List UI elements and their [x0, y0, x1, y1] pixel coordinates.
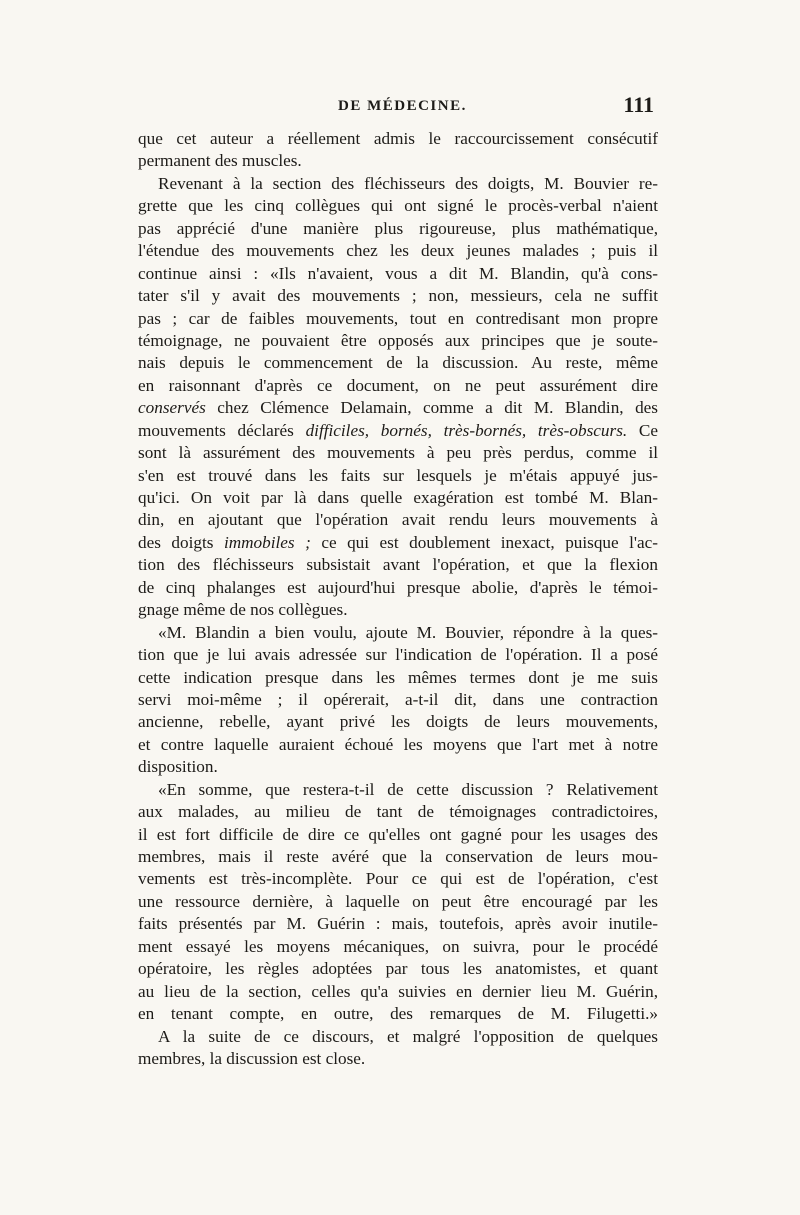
italic-text: conservés — [138, 398, 206, 418]
text-line: en tenant compte, en outre, des remarques de M. Filugetti.» — [138, 1004, 658, 1024]
running-head — [138, 92, 658, 122]
text-line: qu'ici. On voit par là dans quelle exagération est tombé M. Blan- — [138, 488, 658, 507]
text-line: opératoire, les règles adoptées par tous les anatomistes, et quant — [138, 959, 658, 979]
text-line: témoignage, ne pouvaient être opposés aux principes que je soute- — [138, 330, 658, 350]
text-line: aux malades, au milieu de tant de témoignages contradictoires, — [138, 802, 658, 822]
text-line: que cet auteur a réellement admis le raccourcissement consécutif — [138, 129, 658, 148]
text-line: ancienne, rebelle, ayant privé les doigts de leurs mouvements, — [138, 712, 658, 732]
text-segment: mouvements déclarés — [138, 420, 306, 440]
text-line: continue ainsi : «Ils n'avaient, vous a dit M. Blandin, qu'à cons- — [138, 263, 658, 283]
page-number: 111 — [623, 92, 654, 117]
text-line: il est fort difficile de dire ce qu'elles ont gagné pour les usages des — [138, 824, 658, 844]
text-line: ment essayé les moyens mécaniques, on suivra, pour le procédé — [138, 936, 658, 956]
text-line: grette que les cinq collègues qui ont signé le procès-verbal n'aient — [138, 196, 658, 216]
text-line: tion des fléchisseurs subsistait avant l'opération, et que la flexion — [138, 555, 658, 575]
italic-text: difficiles, bornés, très-bornés, très-obscurs. — [305, 420, 628, 440]
text-line: tion que je lui avais adressée sur l'indication de l'opération. Il a posé — [138, 645, 658, 665]
text-line: membres, mais il reste avéré que la conservation de leurs mou- — [138, 847, 658, 866]
text-line: Revenant à la section des fléchisseurs des doigts, M. Bouvier re- — [158, 173, 658, 193]
italic-text: immobiles ; — [223, 532, 311, 552]
text-line: sont là assurément des mouvements à peu près perdus, comme il — [138, 443, 658, 463]
text-line: s'en est trouvé dans les faits sur lesquels je m'étais appuyé jus- — [138, 465, 658, 485]
text-line: A la suite de ce discours, et malgré l'opposition de quelques — [158, 1026, 658, 1046]
text-segment: Ce — [627, 420, 658, 440]
text-segment: ce qui est doublement inexact, puisque l'ac- — [310, 532, 658, 552]
text-line: gnage même de nos collègues. — [138, 600, 348, 620]
text-line: de cinq phalanges est aujourd'hui presque abolie, d'après le témoi- — [138, 577, 658, 597]
text-segment: des doigts — [138, 532, 224, 552]
text-line: «M. Blandin a bien voulu, ajoute M. Bouvier, répondre à la ques- — [158, 622, 658, 642]
text-line: «En somme, que restera-t-il de cette discussion ? Relativement — [158, 779, 658, 799]
text-line: l'étendue des mouvements chez les deux jeunes malades ; puis il — [138, 241, 658, 261]
text-line: permanent des muscles. — [138, 151, 302, 171]
text-line: au lieu de la section, celles qu'a suivies en dernier lieu M. Guérin, — [138, 981, 658, 1001]
text-segment: chez Clémence Delamain, comme a dit M. Blandin, des — [205, 398, 658, 418]
text-line: servi moi-même ; il opérerait, a-t-il dit, dans une contraction — [138, 689, 658, 709]
running-head-title: DE MÉDECINE. — [338, 98, 467, 114]
text-line: tater s'il y avait des mouvements ; non, messieurs, cela ne suffit — [138, 286, 658, 306]
text-line: vements est très-incomplète. Pour ce qui est de l'opération, c'est — [138, 869, 658, 889]
text-line: disposition. — [138, 757, 218, 777]
text-line: din, en ajoutant que l'opération avait rendu leurs mouvements à — [138, 510, 658, 530]
text-line: pas apprécié d'une manière plus rigoureuse, plus mathématique, — [138, 218, 658, 238]
text-line — [138, 532, 658, 554]
text-line: et contre laquelle auraient échoué les moyens que l'art met à notre — [138, 734, 658, 754]
text-line: nais depuis le commencement de la discussion. Au reste, même — [138, 353, 658, 373]
text-line: une ressource dernière, à laquelle on peut être encouragé par les — [138, 891, 658, 911]
text-line: pas ; car de faibles mouvements, tout en contredisant mon propre — [138, 308, 658, 328]
text-line — [138, 420, 658, 442]
text-line: en raisonnant d'après ce document, on ne peut assurément dire — [138, 375, 658, 395]
text-line: cette indication presque dans les mêmes termes dont je me suis — [138, 667, 658, 687]
text-line: membres, la discussion est close. — [138, 1048, 366, 1068]
text-line: faits présentés par M. Guérin : mais, toutefois, après avoir inutile- — [138, 914, 658, 934]
text-line — [138, 397, 658, 419]
body-text — [138, 128, 658, 1070]
